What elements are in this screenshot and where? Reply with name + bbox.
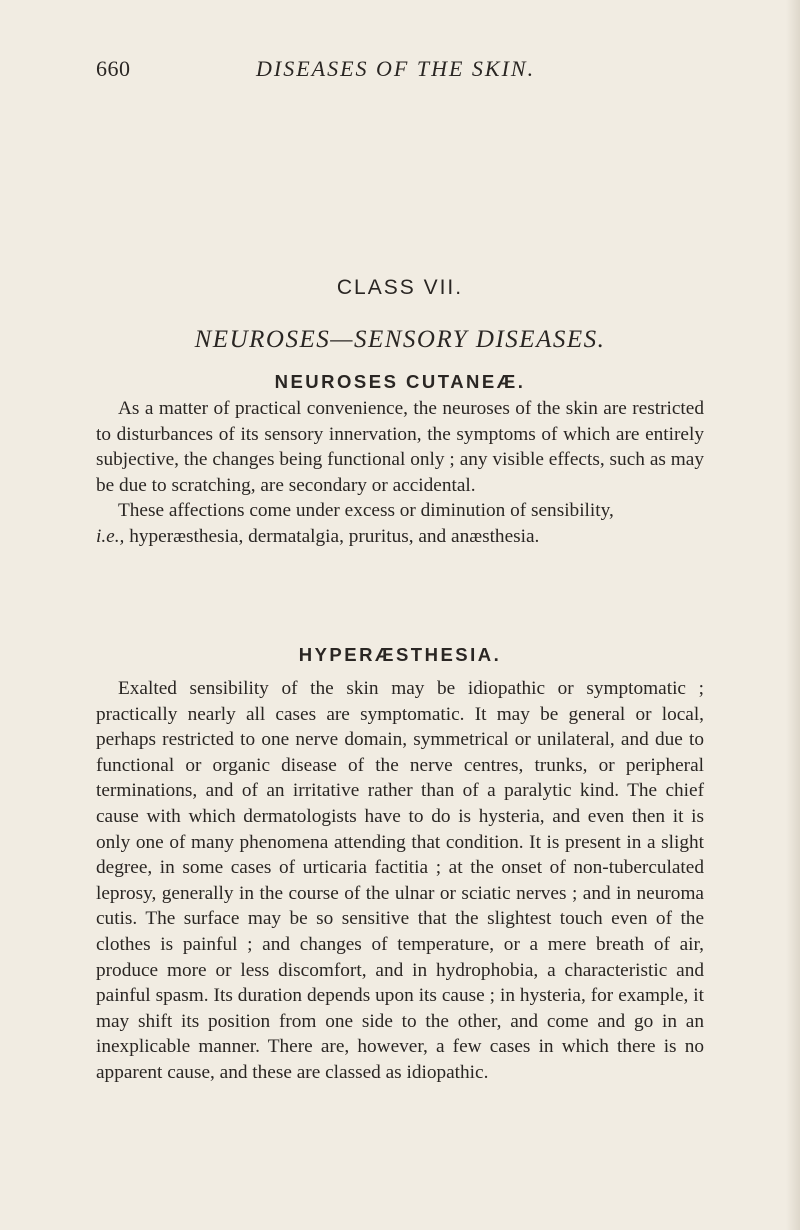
class-heading: CLASS VII. [336, 276, 464, 299]
paragraph-neuroses-definition: As a matter of practical convenience, the neuroses of the skin are restricted to disturbances of its sensory innervation, the symptoms of which are entirely subjective, the changes being functional only ; any visible effects, such as may be due to scratching, are secondary or accidental. [96, 398, 704, 496]
page-number: 660 [96, 56, 131, 81]
section-body-neuroses-cutaneae [96, 396, 704, 550]
paragraph-hyperaesthesia: Exalted sensibility of the skin may be idiopathic or symptomatic ; practically nearly all cases are symptomatic. It may be general or local, perhaps restricted to one nerve domain, symmetrical or unilateral, and due to functional or organic disease of the nerve centres, trunks, or peripheral terminations, and of an irritative rather than of a paralytic kind. The chief cause with which dermatologists have to do is hysteria, and even then it is only one of many phenomena attending that condition. It is present in a slight degree, in some cases of urticaria factitia ; at the onset of non-tuberculated leprosy, generally in the course of the ulnar or sciatic nerves ; and in neuroma cutis. The surface may be so sensitive that the slightest touch even of the clothes is painful ; and changes of temperature, or a mere breath of air, produce more or less discomfort, and in hydrophobia, a characteristic and painful spasm. Its duration depends upon its cause ; in hysteria, for example, it may shift its position from one side to the other, and come and go in an inexplicable manner. There are, however, a few cases in which there is no apparent cause, and these are classed as idiopathic. [96, 678, 704, 1083]
paragraph-affections [96, 498, 704, 549]
paragraph-affections-end: hyperæsthesia, dermatalgia, pruritus, and anæsthesia. [124, 525, 540, 547]
section-heading-hyperaesthesia: HYPERÆSTHESIA. [298, 644, 502, 665]
running-head [96, 56, 716, 86]
ie-abbreviation: i.e., [96, 525, 125, 547]
section-body-hyperaesthesia [96, 676, 704, 1086]
class-title: NEUROSES—SENSORY DISEASES. [194, 326, 606, 353]
page-edge-shadow [786, 0, 800, 1230]
paragraph-affections-start: These affections come under excess or diminution of sensibility, [118, 500, 614, 522]
running-title: DISEASES OF THE SKIN. [256, 56, 536, 81]
section-heading-neuroses-cutaneae: NEUROSES CUTANEÆ. [274, 371, 526, 392]
